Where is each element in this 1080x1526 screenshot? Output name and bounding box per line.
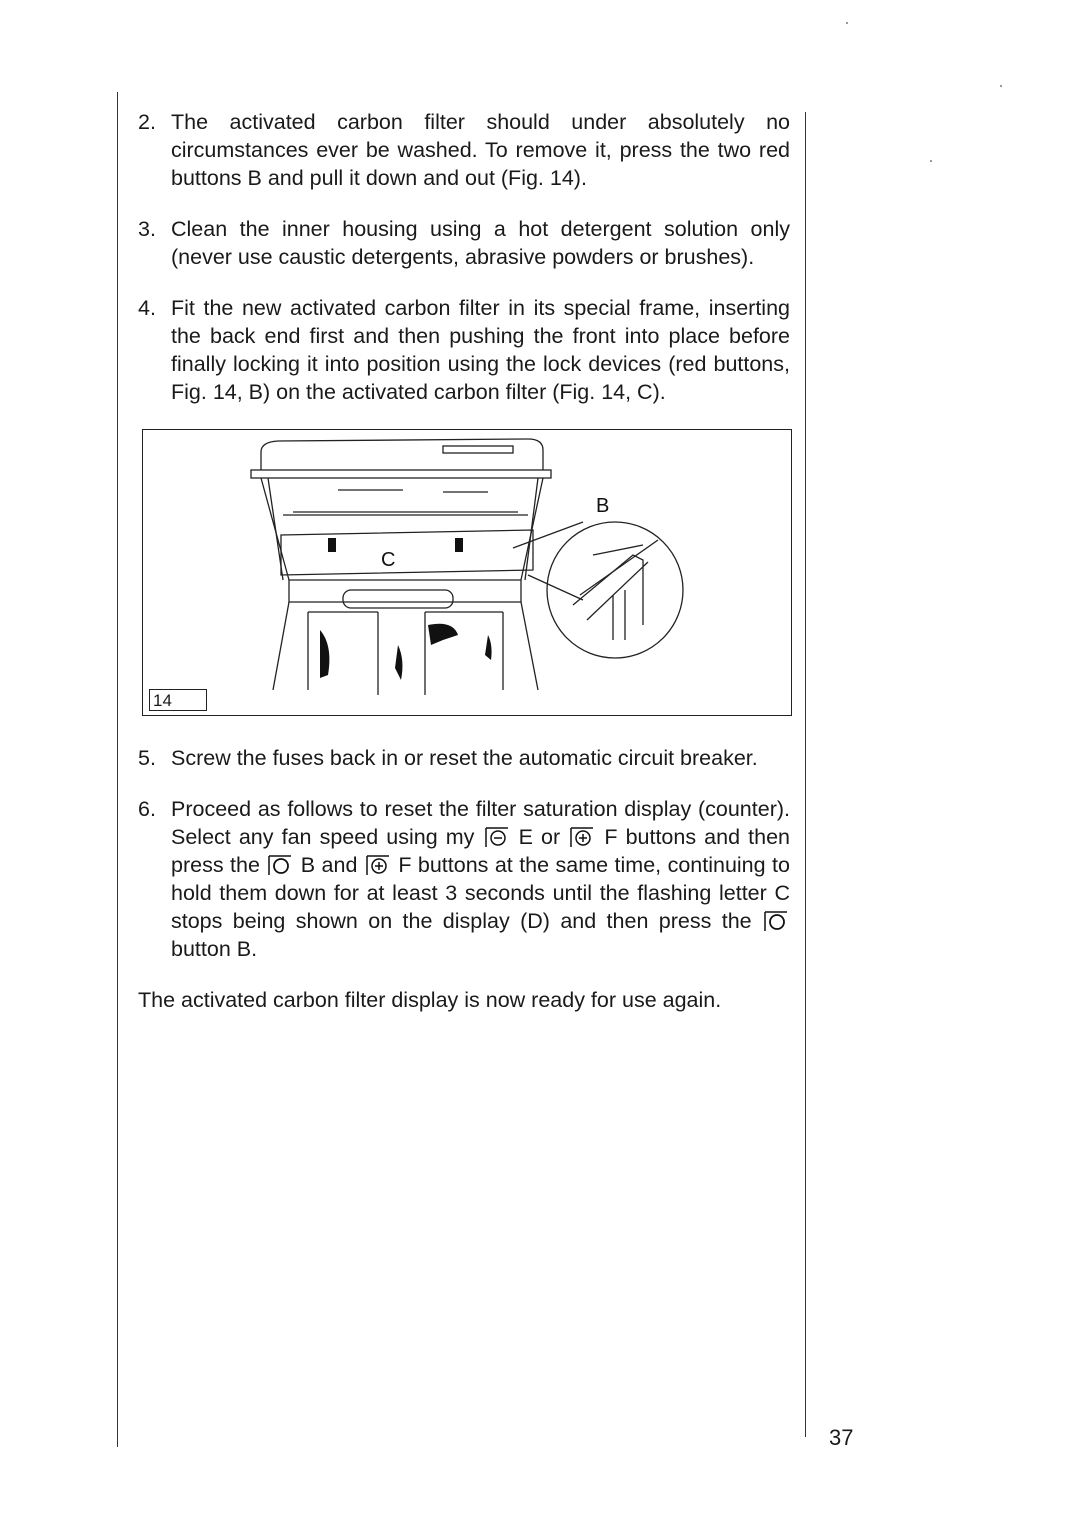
page-content [138, 108, 790, 1014]
step6-text-6: button B. [171, 937, 258, 961]
instruction-number: 2. [138, 110, 156, 134]
instruction-item [138, 744, 790, 772]
instruction-item [138, 294, 790, 406]
page-number: 37 [829, 1425, 854, 1450]
figure-label-b: B [596, 495, 610, 517]
cooker-hood-illustration [143, 430, 791, 715]
scan-speck [930, 160, 932, 162]
instruction-item [138, 108, 790, 192]
instruction-text [171, 795, 790, 963]
step6-text-4: B and [300, 853, 358, 877]
scan-speck [1000, 85, 1002, 87]
leader-line-b [513, 522, 583, 548]
step6-text-2: E or [518, 825, 561, 849]
figure-14-carbon-filter [142, 429, 792, 716]
instruction-number: 6. [138, 797, 156, 821]
scan-speck [846, 22, 848, 24]
off-button-icon [763, 909, 789, 933]
instruction-number: 4. [138, 296, 156, 320]
step6-text-3: F buttons and then press the [171, 825, 790, 877]
instruction-number: 3. [138, 217, 156, 241]
instruction-text: Fit the new activated carbon filter in its special frame, inserting the back end first and then pushing the front into place before finally locking it into position using the lock devices (red buttons, Fig. 14, B) on the activated carbon filter (Fig. 14, C). [171, 296, 790, 404]
instruction-text: Clean the inner housing using a hot detergent solution only (never use caustic detergents, abrasive powders or brushes). [171, 217, 790, 269]
instruction-item-reset-counter [138, 795, 790, 963]
figure-number: 14 [149, 689, 207, 711]
minus-button-icon [484, 825, 510, 849]
off-button-icon [267, 853, 293, 877]
plus-button-icon [365, 853, 391, 877]
instruction-number: 5. [138, 746, 156, 770]
step6-text-5: F buttons at the same time, continuing to hold them down for at least 3 seconds until the flashing letter C stops being shown on the display (D) and then press the [171, 853, 790, 933]
instruction-text: Screw the fuses back in or reset the automatic circuit breaker. [171, 746, 758, 770]
figure-label-c: C [381, 549, 396, 571]
instruction-text: The activated carbon filter should under absolutely no circumstances ever be washed. To remove it, press the two red buttons B and pull it down and out (Fig. 14). [171, 110, 790, 190]
right-margin-rule [805, 112, 806, 1437]
left-margin-rule [117, 92, 118, 1447]
closing-note: The activated carbon filter display is now ready for use again. [138, 988, 722, 1012]
step6-text-1: Proceed as follows to reset the filter saturation display (counter). Select any fan speed using my [171, 797, 790, 849]
plus-button-icon [569, 825, 595, 849]
instruction-item [138, 215, 790, 271]
